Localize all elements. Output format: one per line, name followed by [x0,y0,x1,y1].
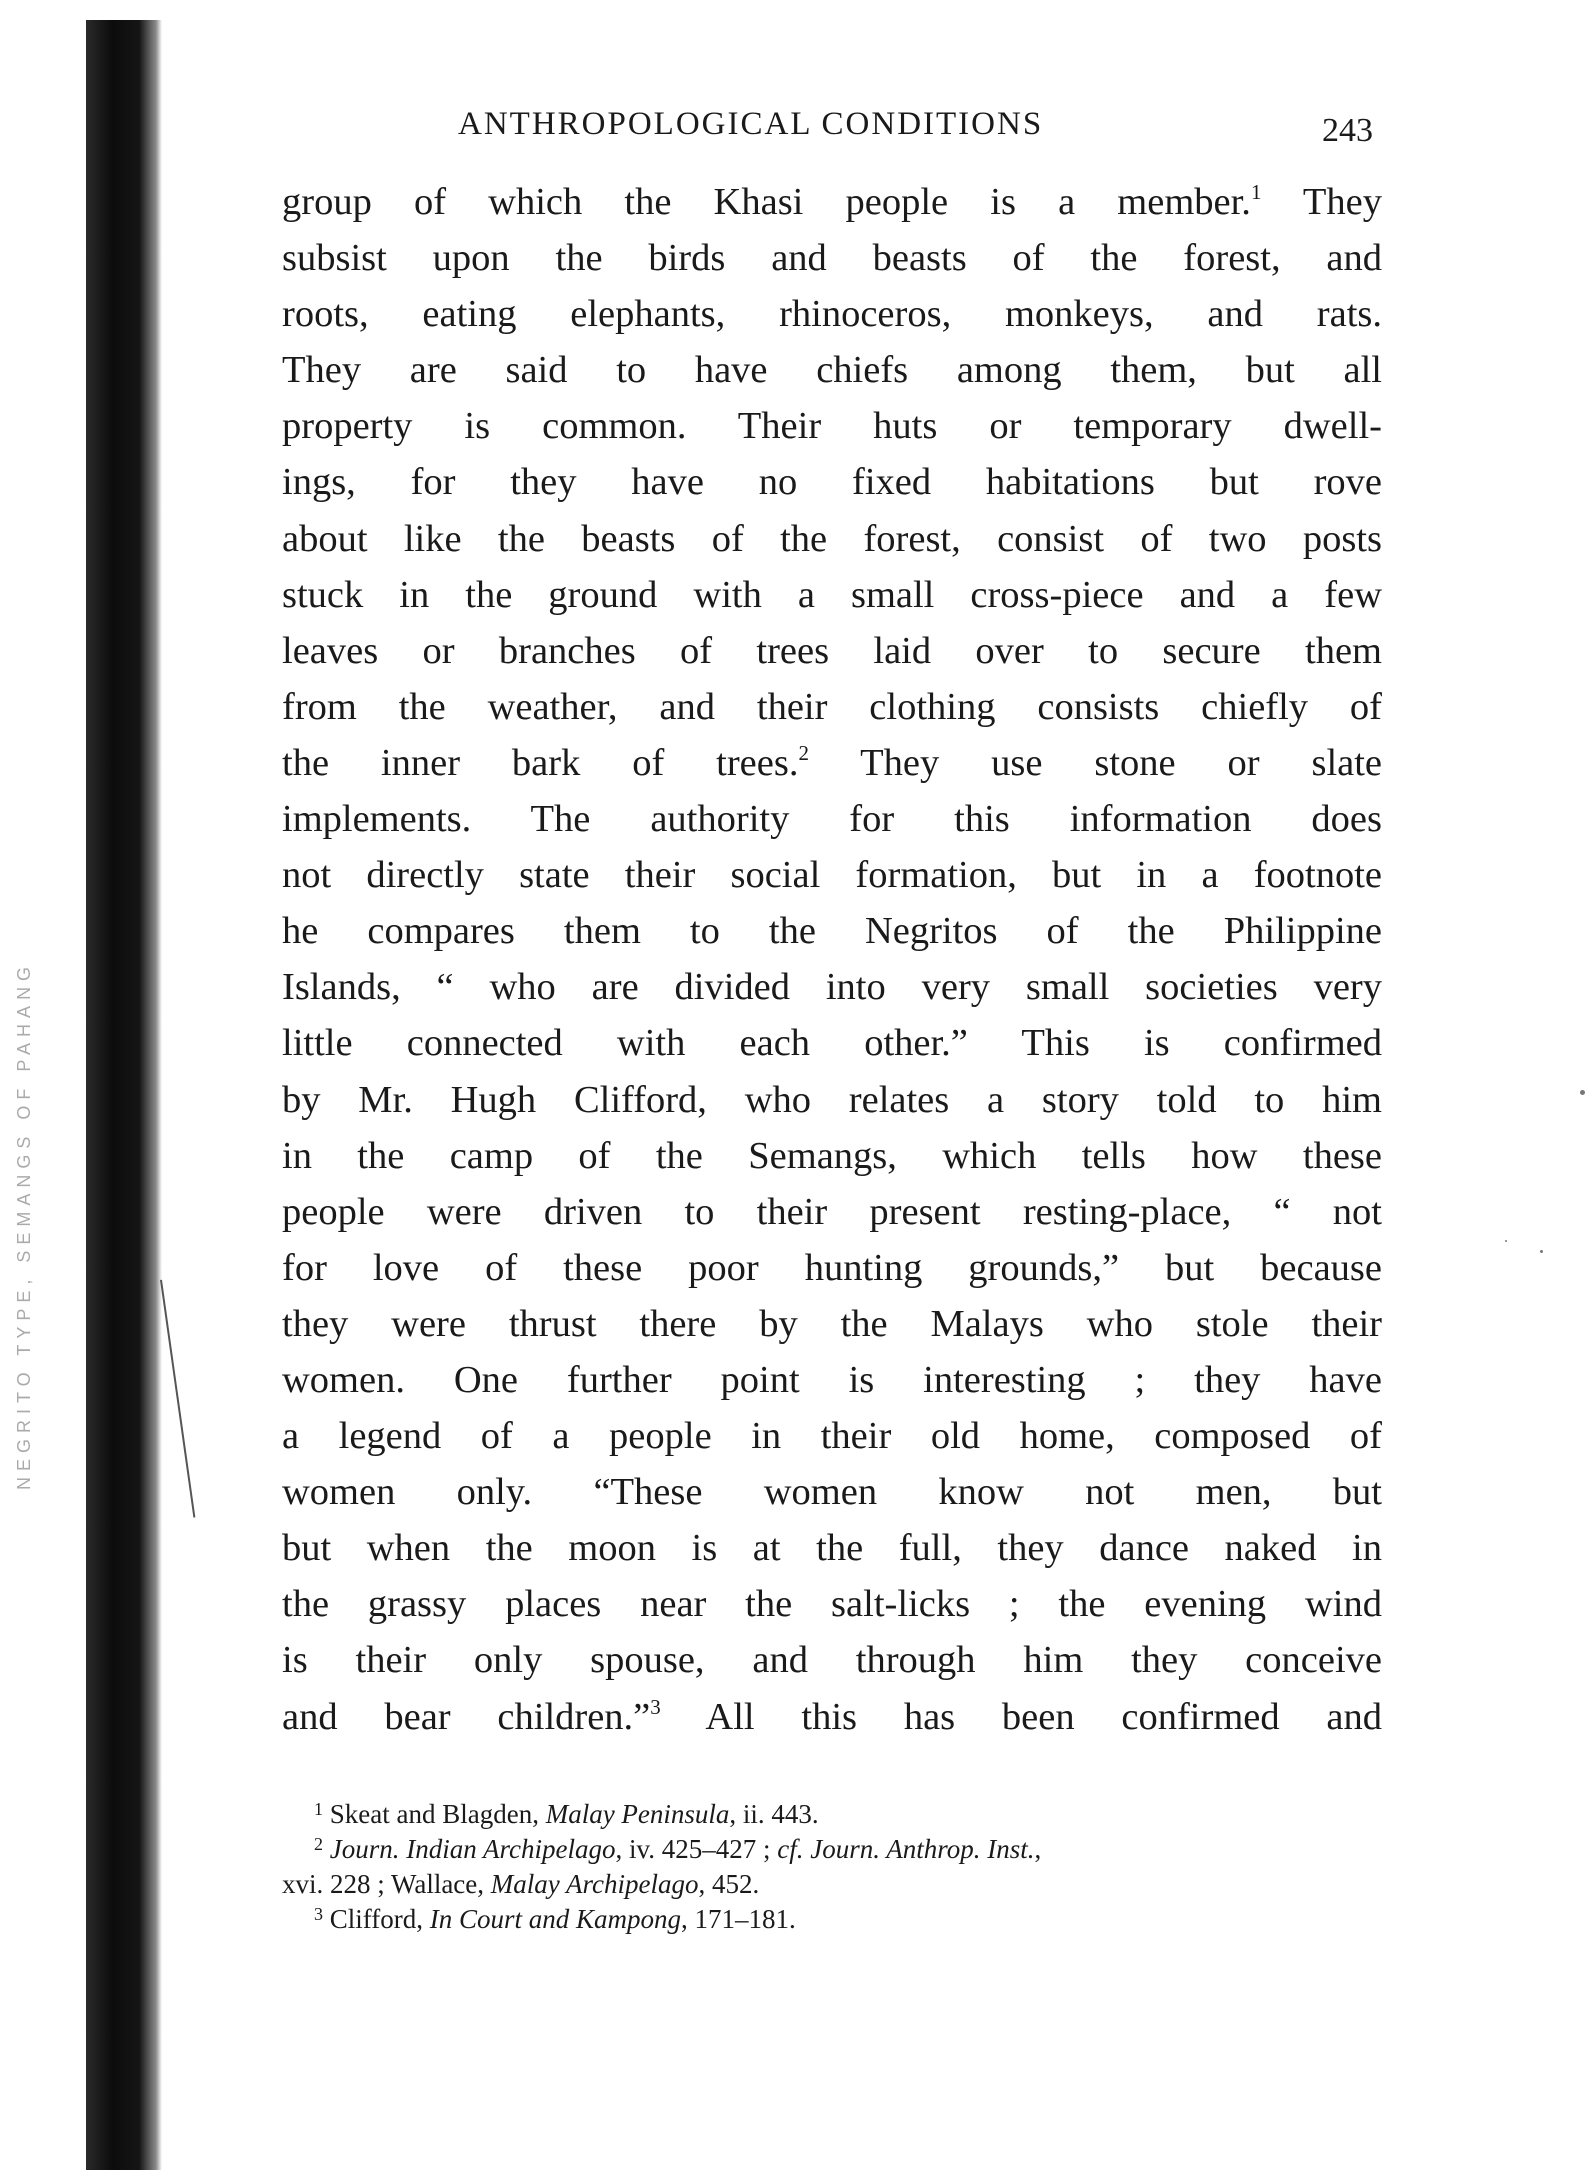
text-line: but when the moon is at the full, they dance naked in [282,1527,1382,1570]
scan-speck [1505,1240,1507,1242]
text-line: women. One further point is interesting ; they have [282,1358,1382,1401]
text-line: They are said to have chiefs among them, but all [282,349,1382,392]
text-line: stuck in the ground with a small cross-piece and a few [282,573,1382,616]
text-line: in the camp of the Semangs, which tells how these [282,1134,1382,1177]
text-line: the grassy places near the salt-licks ; the evening wind [282,1583,1382,1626]
body-text [282,174,1382,1745]
scan-speck [1540,1250,1543,1253]
footnote-3: $^3$ Clifford, In Court and Kampong, 171–181. [314,1904,796,1934]
text-line: roots, eating elephants, rhinoceros, monkeys, and rats. [282,293,1382,336]
text-line: property is common. Their huts or temporary dwell- [282,405,1382,448]
binding-shadow [86,20,162,2170]
text-line: people were driven to their present resting-place, “ not [282,1190,1382,1233]
text-line: he compares them to the Negritos of the Philippine [282,910,1382,953]
text-line: subsist upon the birds and beasts of the forest, and [282,237,1382,280]
text-line: group of which the Khasi people is a member.$^1$ They [282,180,1382,223]
text-line: leaves or branches of trees laid over to secure them [282,629,1382,672]
page-number: 243 [1322,112,1373,149]
footnote-ref[interactable]: 1 [1250,180,1262,204]
text-line: by Mr. Hugh Clifford, who relates a story told to him [282,1078,1382,1121]
footnote-2: $^2$ Journ. Indian Archipelago, iv. 425–427 ; cf. Journ. Anthrop. Inst., [314,1834,1042,1864]
text-line: implements. The authority for this information does [282,798,1382,841]
footnotes [282,1797,1382,1937]
footnote-ref[interactable]: 3 [650,1694,661,1719]
text-line: from the weather, and their clothing consists chiefly of [282,685,1382,728]
footnote-2-continued: xvi. 228 ; Wallace, Malay Archipelago, 452. [282,1869,760,1899]
text-line: little connected with each other.” This is confirmed [282,1022,1382,1065]
facing-page-text: NEGRITO TYPE, SEMANGS OF PAHANG [14,960,34,1490]
page-edge-line [160,1280,195,1518]
footnote-ref[interactable]: 2 [798,740,809,765]
text-line: Islands, “ who are divided into very small societies very [282,966,1382,1009]
text-line: is their only spouse, and through him they conceive [282,1639,1382,1682]
text-line: they were thrust there by the Malays who stole their [282,1302,1382,1345]
text-line: not directly state their social formation, but in a footnote [282,854,1382,897]
text-line: for love of these poor hunting grounds,” but because [282,1246,1382,1289]
text-line: women only. “These women know not men, but [282,1471,1382,1514]
text-line: ings, for they have no fixed habitations but rove [282,461,1382,504]
footnote-1: $^1$ Skeat and Blagden, Malay Peninsula, ii. 443. [314,1799,819,1829]
scan-speck [1580,1090,1585,1095]
text-line: and bear children.”$^3$ All this has been confirmed and [282,1694,1382,1738]
text-line: a legend of a people in their old home, composed of [282,1415,1382,1458]
page-header [282,96,1382,156]
text-line: the inner bark of trees.$^2$ They use stone or slate [282,740,1383,784]
running-head: ANTHROPOLOGICAL CONDITIONS [458,106,1044,142]
text-line: about like the beasts of the forest, consist of two posts [282,517,1382,560]
